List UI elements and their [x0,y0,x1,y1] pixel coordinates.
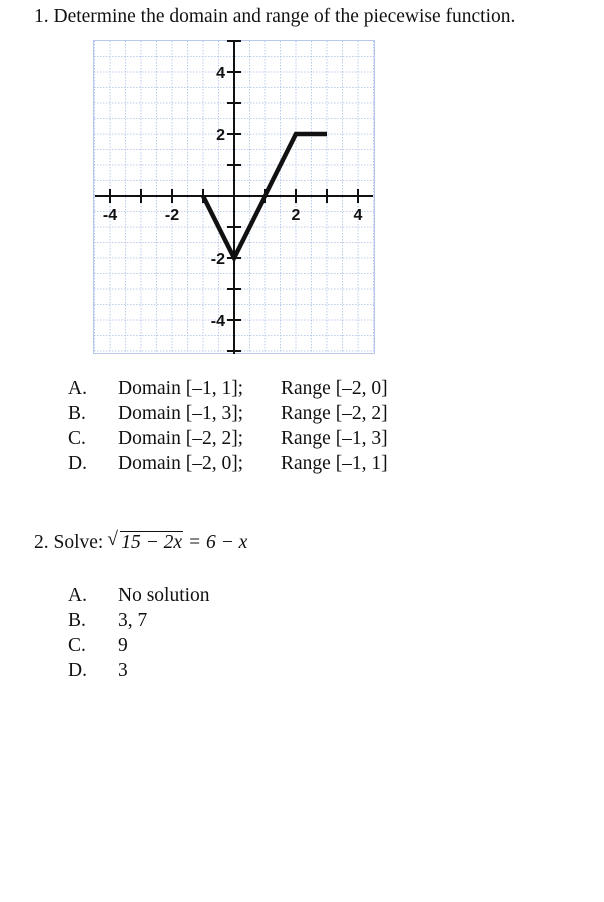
radicand: 15 − 2x [121,532,183,553]
question-1-text: Determine the domain and range of the piecewise function. [53,6,516,27]
choice-answer: No solution [118,585,210,606]
y-tick-label: 4 [216,65,225,82]
choice-answer: 3, 7 [118,610,148,631]
question-2-label: Solve: [53,532,104,553]
choice-answer: 9 [118,635,128,656]
y-tick-label: 2 [216,127,225,144]
choice-letter: D. [68,453,87,474]
question-1-number: 1. [34,6,49,27]
equation-rhs: = 6 − x [187,532,248,553]
choice-range: Range [–1, 1] [281,453,388,474]
choice-answer: 3 [118,660,128,681]
square-root [107,529,183,554]
x-tick-label: 2 [291,207,301,224]
question-1-prompt [34,6,515,28]
choice-letter: A. [68,585,87,606]
choice-letter: A. [68,378,87,399]
x-tick-labels [103,207,363,224]
choice-range: Range [–2, 0] [281,378,388,399]
piecewise-graph [93,40,375,354]
x-tick-label: 4 [353,207,363,224]
y-tick-label: -2 [210,251,225,268]
x-tick-label: -2 [164,207,180,224]
x-tick-label: -4 [102,207,118,224]
choice-range: Range [–2, 2] [281,403,388,424]
choice-letter: C. [68,635,86,656]
choice-domain: Domain [–2, 0]; [118,453,244,474]
y-tick-labels [211,65,225,330]
radical-sign: √ [107,529,118,550]
choice-domain: Domain [–2, 2]; [118,428,244,449]
choice-letter: B. [68,403,86,424]
choice-letter: B. [68,610,86,631]
choice-letter: C. [68,428,86,449]
choice-domain: Domain [–1, 1]; [118,378,244,399]
question-2-choices [68,585,368,695]
y-tick-label: -4 [210,313,225,330]
choice-domain: Domain [–1, 3]; [118,403,244,424]
question-2-prompt [34,529,248,554]
choice-letter: D. [68,660,87,681]
question-2-number: 2. [34,532,49,553]
choice-range: Range [–1, 3] [281,428,388,449]
question-1-choices [68,378,468,488]
